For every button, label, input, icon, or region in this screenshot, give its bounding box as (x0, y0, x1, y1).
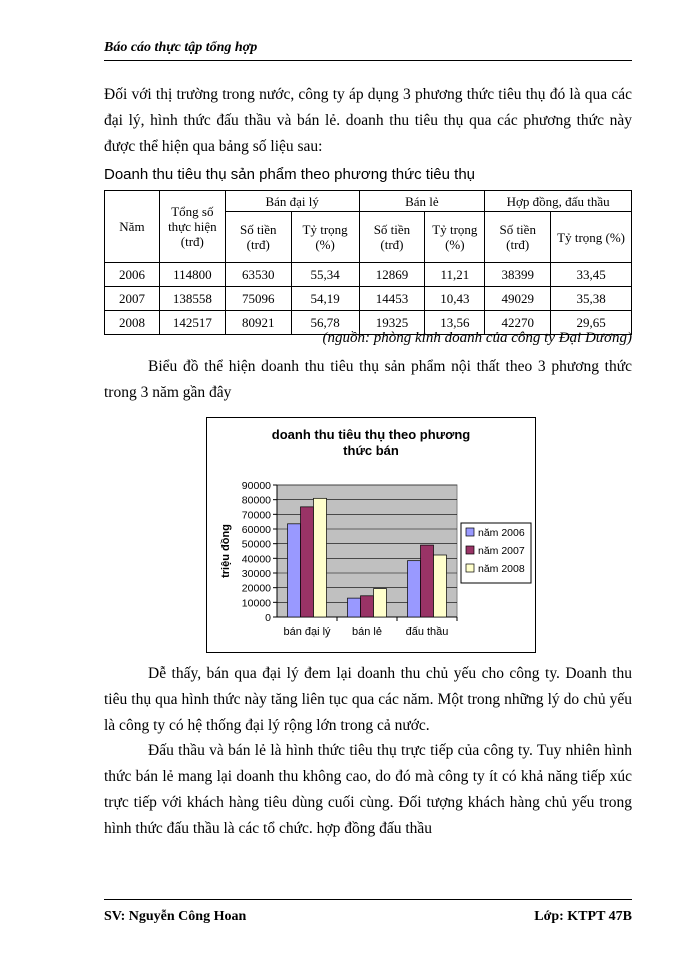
cell-contract-amount: 42270 (485, 311, 551, 335)
cell-total: 138558 (159, 287, 225, 311)
header-agency: Bán đại lý (225, 191, 359, 212)
bar-năm-2006-1 (348, 598, 361, 617)
chart-title: doanh thu tiêu thụ theo phương (271, 427, 471, 442)
bar-năm-2007-0 (301, 507, 314, 617)
subheader-share: Tỷ trọng (%) (291, 212, 359, 263)
footer-class: Lớp: KTPT 47B (534, 909, 632, 924)
cell-retail-share: 13,56 (425, 311, 485, 335)
subheader-share: Tỷ trọng (%) (551, 212, 632, 263)
bar-năm-2008-0 (314, 498, 327, 617)
header-year: Năm (105, 191, 160, 263)
y-tick-label: 0 (265, 612, 271, 624)
cell-agency-amount: 80921 (225, 311, 291, 335)
bar-năm-2008-2 (434, 555, 447, 617)
subheader-share: Tỷ trọng (%) (425, 212, 485, 263)
table-caption: Doanh thu tiêu thụ sản phẩm theo phương thức tiêu thụ (104, 166, 476, 183)
cell-year: 2006 (105, 263, 160, 287)
chart-title-line-2: thức bán (343, 443, 399, 458)
header-contract: Hợp đồng, đấu thầu (485, 191, 632, 212)
cell-agency-share: 56,78 (291, 311, 359, 335)
cell-total: 114800 (159, 263, 225, 287)
legend-swatch (466, 528, 474, 536)
x-tick-label: đấu thầu (405, 626, 449, 638)
bar-năm-2008-1 (374, 589, 387, 617)
subheader-amount: Số tiền (trđ) (225, 212, 291, 263)
y-tick-label: 10000 (241, 597, 271, 610)
bar-năm-2006-2 (408, 561, 421, 617)
legend-label: năm 2007 (478, 545, 525, 557)
x-tick-label: bán đại lý (283, 626, 331, 638)
y-tick-label: 80000 (241, 494, 271, 507)
legend-label: năm 2008 (478, 563, 525, 575)
intro-paragraph: Đối với thị trường trong nước, công ty áp dụng 3 phương thức tiêu thụ đó là qua các đại lý, hình thức đấu thầu và bán lẻ. doanh thu tiêu thụ qua các phương thức này được thể hiện qua bảng số liệu sau: (104, 86, 632, 155)
cell-agency-amount: 63530 (225, 263, 291, 287)
y-tick-label: 30000 (241, 568, 271, 580)
y-tick-label: 20000 (241, 582, 271, 595)
table-row (105, 263, 632, 287)
cell-retail-amount: 12869 (359, 263, 425, 287)
table-row (105, 287, 632, 311)
footer-student: SV: Nguyễn Công Hoan (104, 909, 247, 924)
cell-total: 142517 (159, 311, 225, 335)
y-tick-label: 40000 (241, 553, 271, 566)
analysis-paragraph-2: Đấu thầu và bán lẻ là hình thức tiêu thụ trực tiếp của công ty. Tuy nhiên hình thức bán lẻ mang lại doanh thu không cao, do đó mà công ty ít có khả năng tiếp xúc trực tiếp với khách hàng tiêu dùng cuối cùng. Đối tượng khách hàng chủ yếu trong hình thức đấu thầu là các tổ chức. hợp đồng đấu thầu (104, 742, 632, 837)
legend-swatch (466, 546, 474, 554)
y-axis-label: triệu đồng (220, 524, 232, 578)
table-source-note: (nguồn: phòng kinh doanh của công ty Đại Dương) (322, 330, 632, 346)
y-tick-label: 70000 (241, 509, 271, 522)
legend-swatch (466, 564, 474, 572)
y-tick-label: 90000 (241, 480, 271, 492)
cell-contract-amount: 38399 (485, 263, 551, 287)
revenue-chart (206, 417, 536, 653)
bar-năm-2007-2 (421, 545, 434, 617)
cell-retail-amount: 19325 (359, 311, 425, 335)
y-tick-label: 60000 (241, 524, 271, 536)
cell-contract-share: 33,45 (551, 263, 632, 287)
y-tick-label: 50000 (241, 538, 271, 551)
cell-retail-share: 10,43 (425, 287, 485, 311)
chart-intro-paragraph: Biểu đồ thể hiện doanh thu tiêu thụ sản phẩm nội thất theo 3 phương thức trong 3 năm gần đây (104, 358, 632, 401)
cell-agency-share: 54,19 (291, 287, 359, 311)
cell-retail-share: 11,21 (425, 263, 485, 287)
legend-label: năm 2006 (478, 527, 525, 539)
bar-năm-2006-0 (288, 524, 301, 617)
cell-contract-amount: 49029 (485, 287, 551, 311)
cell-retail-amount: 14453 (359, 287, 425, 311)
cell-year: 2007 (105, 287, 160, 311)
cell-agency-share: 55,34 (291, 263, 359, 287)
cell-agency-amount: 75096 (225, 287, 291, 311)
revenue-table (104, 190, 632, 335)
bar-năm-2007-1 (361, 596, 374, 617)
cell-contract-share: 29,65 (551, 311, 632, 335)
header-total: Tổng số thực hiện (trđ) (159, 191, 225, 263)
subheader-amount: Số tiền (trđ) (485, 212, 551, 263)
footer-rule (104, 899, 632, 900)
cell-year: 2008 (105, 311, 160, 335)
analysis-paragraph-1: Dễ thấy, bán qua đại lý đem lại doanh thu chủ yếu cho công ty. Doanh thu tiêu thụ qua hình thức này tăng liên tục qua các năm. Một trong những lý do chủ yếu là công ty có hệ thống đại lý rộng lớn trong cả nước. (104, 665, 632, 734)
header-rule (104, 60, 632, 61)
subheader-amount: Số tiền (trđ) (359, 212, 425, 263)
page-header-title: Báo cáo thực tập tổng hợp (104, 40, 258, 55)
cell-contract-share: 35,38 (551, 287, 632, 311)
x-tick-label: bán lẻ (352, 626, 382, 638)
header-retail: Bán lẻ (359, 191, 485, 212)
chart-canvas (207, 418, 535, 652)
